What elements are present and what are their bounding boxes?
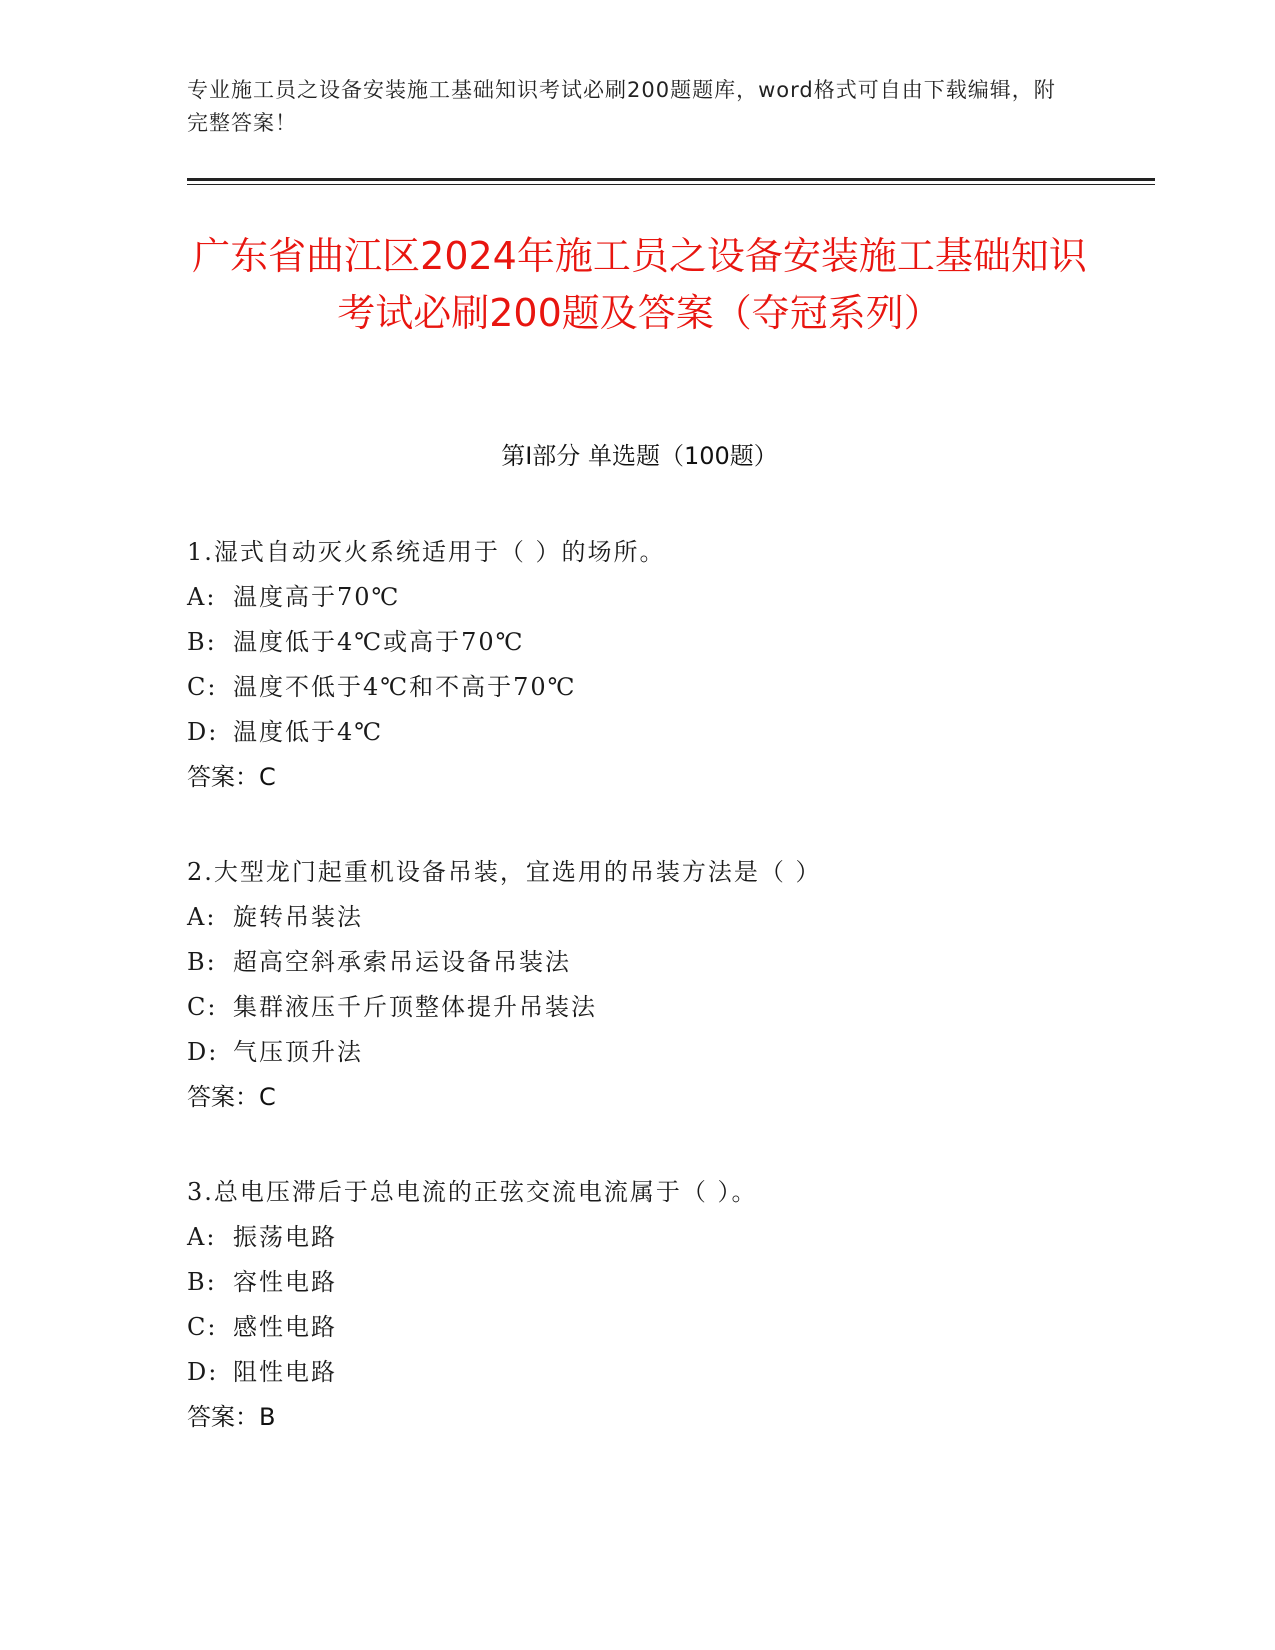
- option-b: [187, 1260, 1087, 1305]
- option-d: [187, 1350, 1087, 1395]
- option-letter: A:: [187, 583, 217, 611]
- option-d: [187, 710, 1087, 755]
- option-a: [187, 895, 1087, 940]
- option-letter: C:: [187, 993, 218, 1021]
- question-1: [187, 530, 1087, 800]
- option-d: [187, 1030, 1087, 1075]
- option-text: 旋转吊装法: [233, 903, 363, 931]
- header-rule-thick: [187, 178, 1155, 181]
- header-note: 专业施工员之设备安装施工基础知识考试必刷200题题库，word格式可自由下载编辑，附完整答案！: [187, 78, 1056, 135]
- option-text: 感性电路: [233, 1313, 337, 1341]
- option-text: 温度低于4℃或高于70℃: [233, 628, 525, 656]
- option-letter: D:: [187, 718, 219, 746]
- option-text: 阻性电路: [233, 1358, 337, 1386]
- option-text: 容性电路: [233, 1268, 337, 1296]
- option-b: [187, 620, 1087, 665]
- option-text: 温度不低于4℃和不高于70℃: [233, 673, 577, 701]
- option-letter: B:: [187, 948, 217, 976]
- option-b: [187, 940, 1087, 985]
- option-letter: C:: [187, 673, 218, 701]
- question-2: [187, 850, 1087, 1120]
- option-text: 超高空斜承索吊运设备吊装法: [233, 948, 571, 976]
- answer-line: 答案：C: [187, 763, 276, 791]
- option-text: 气压顶升法: [233, 1038, 363, 1066]
- header-rule-thin: [187, 184, 1155, 185]
- option-letter: B:: [187, 628, 217, 656]
- section-heading: 第Ⅰ部分 单选题（100题）: [501, 442, 778, 470]
- answer-line: 答案：B: [187, 1403, 276, 1431]
- question-stem: 2.大型龙门起重机设备吊装，宜选用的吊装方法是（ ）: [187, 858, 822, 886]
- question-stem: 3.总电压滞后于总电流的正弦交流电流属于（ ）。: [187, 1178, 758, 1206]
- option-letter: A:: [187, 1223, 217, 1251]
- option-text: 温度高于70℃: [233, 583, 401, 611]
- option-letter: B:: [187, 1268, 217, 1296]
- option-a: [187, 1215, 1087, 1260]
- question-3: [187, 1170, 1087, 1440]
- option-letter: C:: [187, 1313, 218, 1341]
- option-letter: D:: [187, 1358, 219, 1386]
- option-c: [187, 665, 1087, 710]
- option-c: [187, 985, 1087, 1030]
- option-text: 振荡电路: [233, 1223, 337, 1251]
- option-text: 集群液压千斤顶整体提升吊装法: [233, 993, 597, 1021]
- option-text: 温度低于4℃: [233, 718, 384, 746]
- document-title: 广东省曲江区2024年施工员之设备安装施工基础知识考试必刷200题及答案（夺冠系列）: [192, 234, 1087, 335]
- answer-line: 答案：C: [187, 1083, 276, 1111]
- option-letter: D:: [187, 1038, 219, 1066]
- option-c: [187, 1305, 1087, 1350]
- question-stem: 1.湿式自动灭火系统适用于（ ）的场所。: [187, 538, 666, 566]
- option-a: [187, 575, 1087, 620]
- option-letter: A:: [187, 903, 217, 931]
